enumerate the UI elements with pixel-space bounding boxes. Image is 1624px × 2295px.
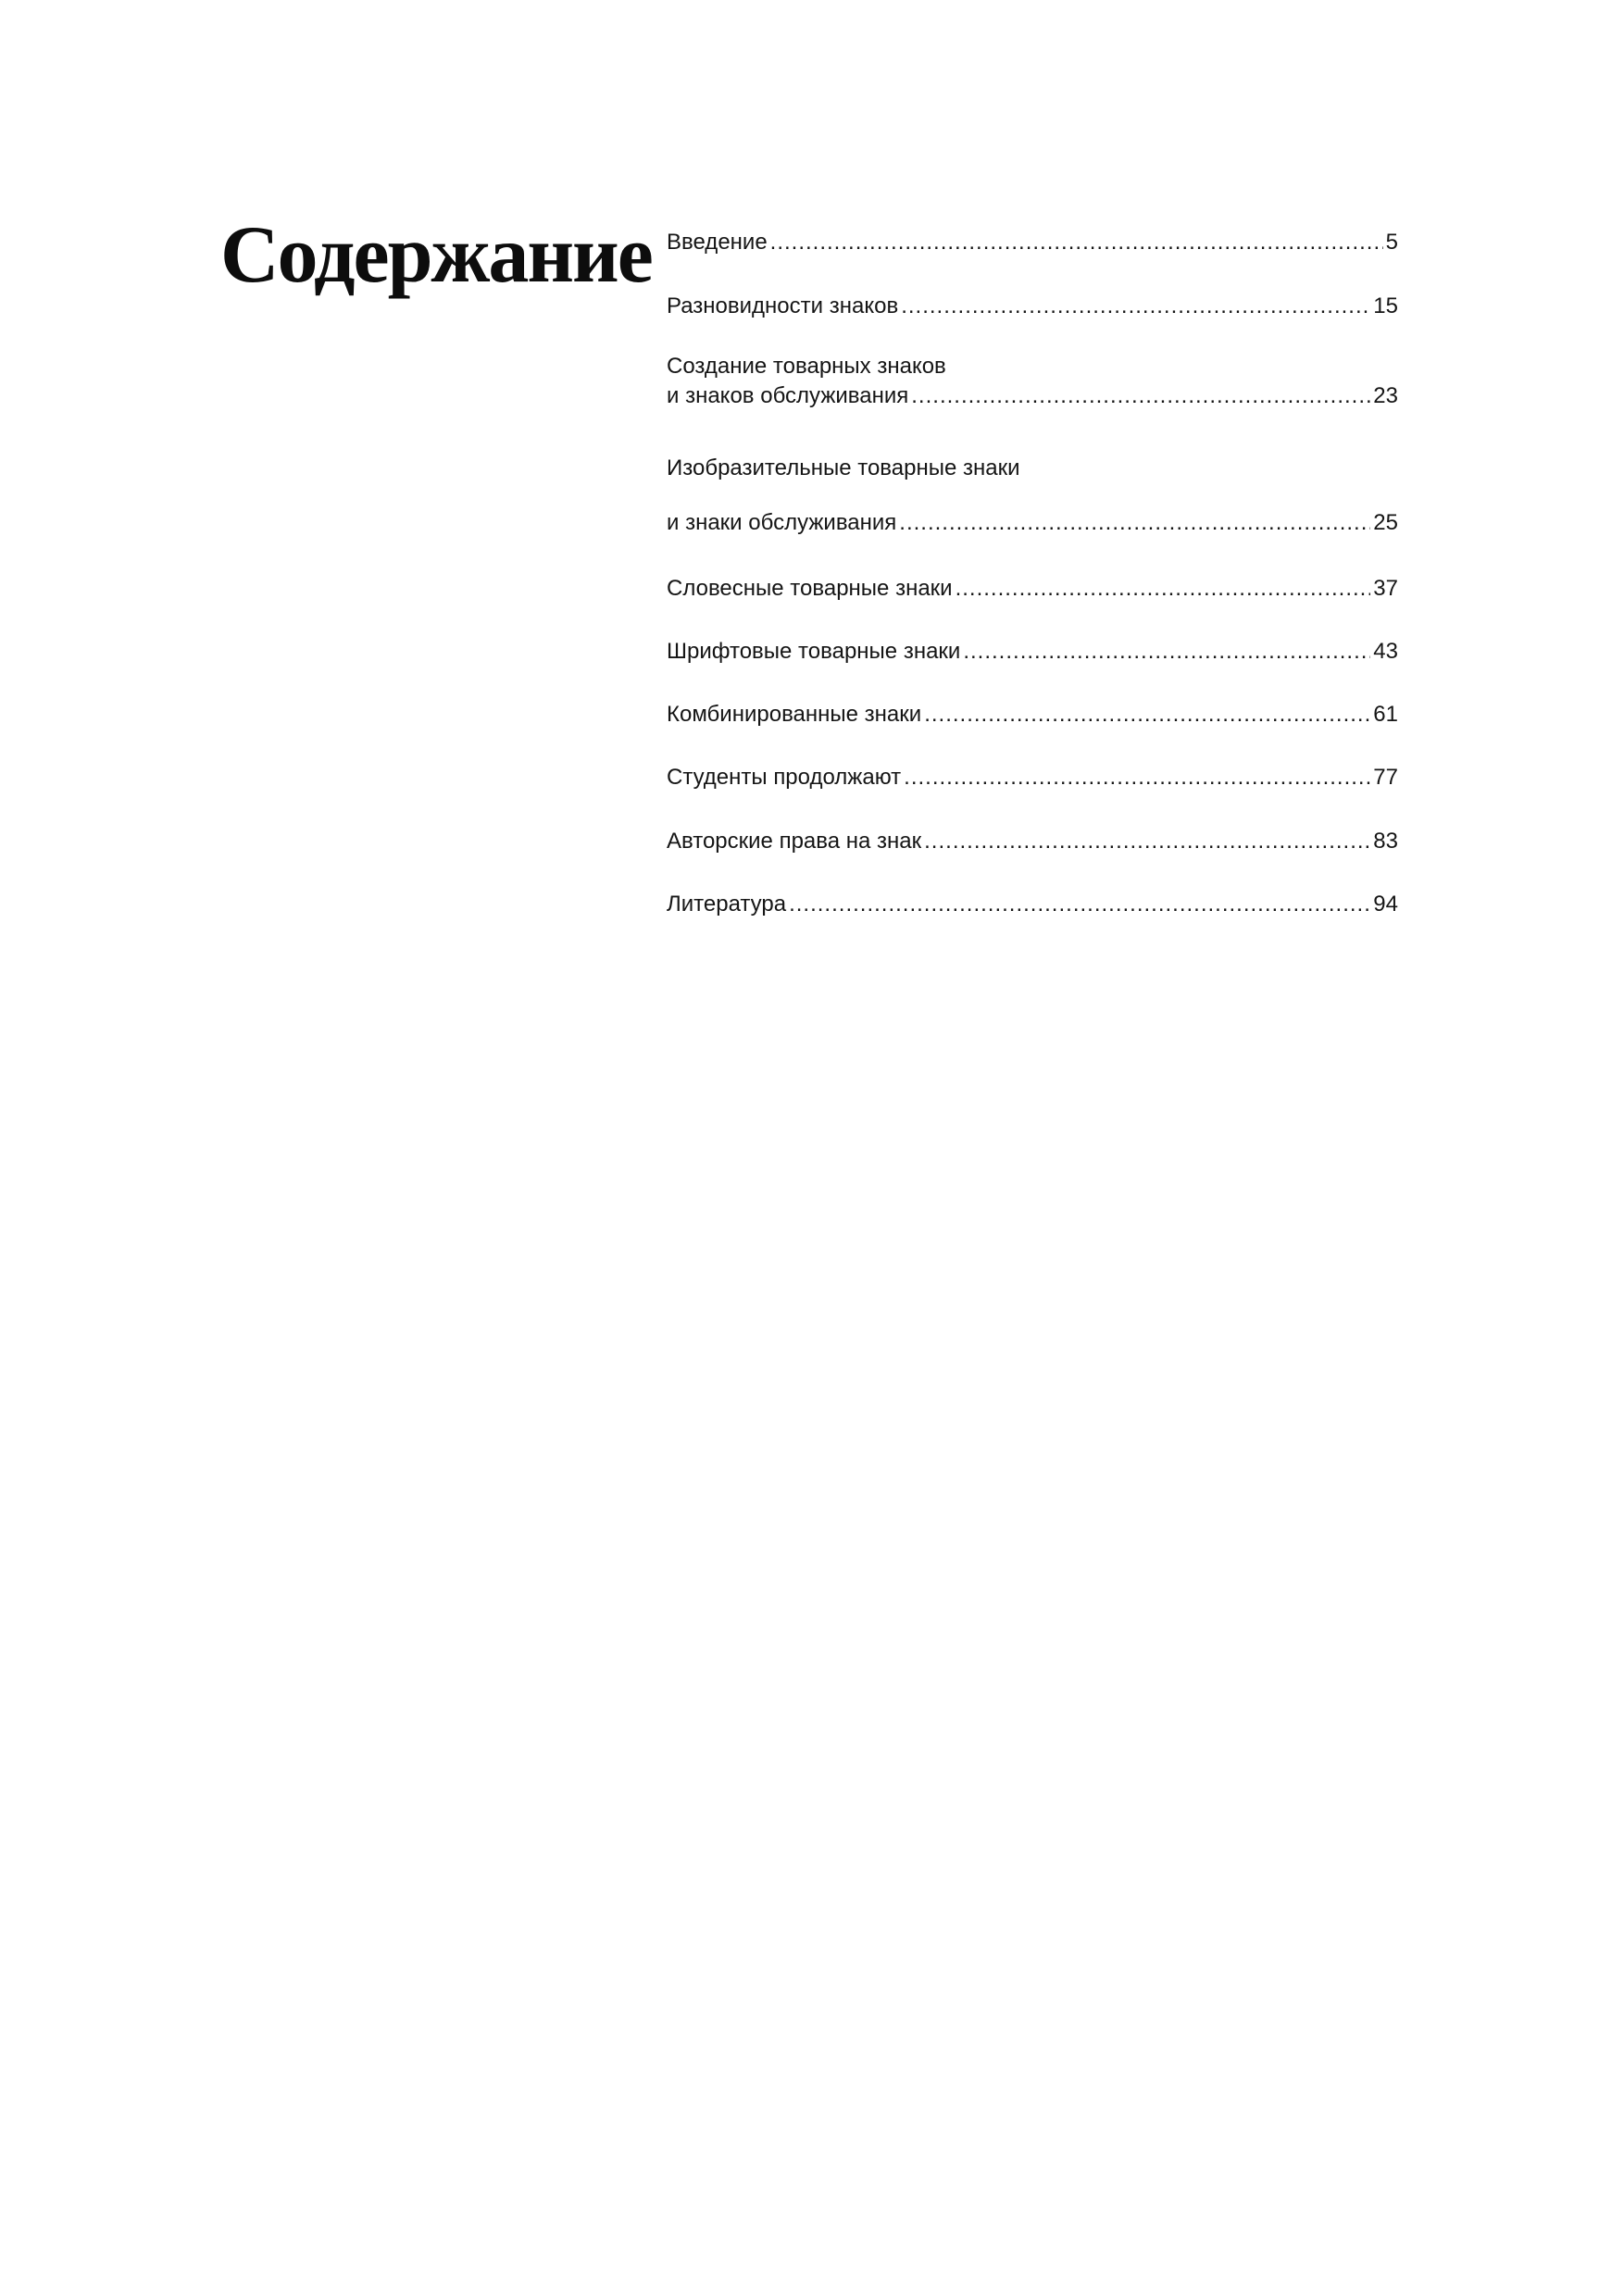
toc-page-number: 94	[1373, 892, 1398, 917]
toc-line	[667, 700, 1398, 730]
toc-dot-leader	[963, 637, 1370, 667]
toc-dot-leader	[924, 827, 1370, 856]
toc-entry-title-first-line: Изобразительные товарные знаки	[667, 455, 1020, 480]
toc-page-number: 37	[1373, 576, 1398, 601]
toc-dot-leader	[770, 228, 1383, 257]
toc-entry-title: Авторские права на знак	[667, 829, 922, 854]
toc-entry-introduction[interactable]	[667, 228, 1398, 257]
toc-entry-sign-types[interactable]	[667, 292, 1398, 321]
toc-entry-title: Словесные товарные знаки	[667, 576, 953, 601]
toc-dot-leader	[899, 508, 1370, 538]
toc-line	[667, 228, 1398, 257]
toc-page-number: 83	[1373, 829, 1398, 854]
toc-dot-leader	[924, 700, 1370, 730]
toc-entry-word-trademarks[interactable]	[667, 574, 1398, 604]
toc-dot-leader	[901, 292, 1370, 321]
toc-line	[667, 763, 1398, 792]
toc-page-number: 23	[1373, 383, 1398, 408]
toc-entry-students-continue[interactable]	[667, 763, 1398, 792]
toc-page-number: 25	[1373, 510, 1398, 535]
toc-page-number: 61	[1373, 702, 1398, 727]
toc-entry-copyright[interactable]	[667, 827, 1398, 856]
toc-dot-leader	[956, 574, 1371, 604]
toc-entry-title: Студенты продолжают	[667, 765, 902, 790]
toc-entry-title: Разновидности знаков	[667, 293, 899, 318]
toc-dot-leader	[789, 890, 1370, 919]
toc-page-number: 43	[1373, 639, 1398, 664]
toc-entry-title: Комбинированные знаки	[667, 702, 922, 727]
toc-dot-leader	[904, 763, 1370, 792]
toc-line	[667, 890, 1398, 919]
toc-line	[667, 381, 1398, 411]
toc-entry-title: Шрифтовые товарные знаки	[667, 639, 961, 664]
toc-line	[667, 508, 1398, 538]
toc-line	[667, 292, 1398, 321]
toc-entry-literature[interactable]	[667, 890, 1398, 919]
page-title: Содержание	[220, 210, 652, 300]
toc-line	[667, 637, 1398, 667]
toc-page-number: 5	[1385, 230, 1398, 255]
toc-entry-combined-marks[interactable]	[667, 700, 1398, 730]
toc-page-number: 77	[1373, 765, 1398, 790]
toc-page-number: 15	[1373, 293, 1398, 318]
toc-entry-title: Введение	[667, 230, 768, 255]
toc-entry-title: Литература	[667, 892, 787, 917]
toc-entry-title-first-line: Создание товарных знаков	[667, 354, 946, 379]
toc-entry-figurative-trademarks[interactable]	[667, 454, 1398, 538]
toc-dot-leader	[911, 381, 1370, 411]
toc-entry-title: и знаки обслуживания	[667, 510, 897, 535]
toc-line	[667, 827, 1398, 856]
toc-line	[667, 574, 1398, 604]
toc-entry-title: и знаков обслуживания	[667, 383, 909, 408]
toc-entry-creating-trademarks[interactable]	[667, 352, 1398, 411]
toc-entry-font-trademarks[interactable]	[667, 637, 1398, 667]
